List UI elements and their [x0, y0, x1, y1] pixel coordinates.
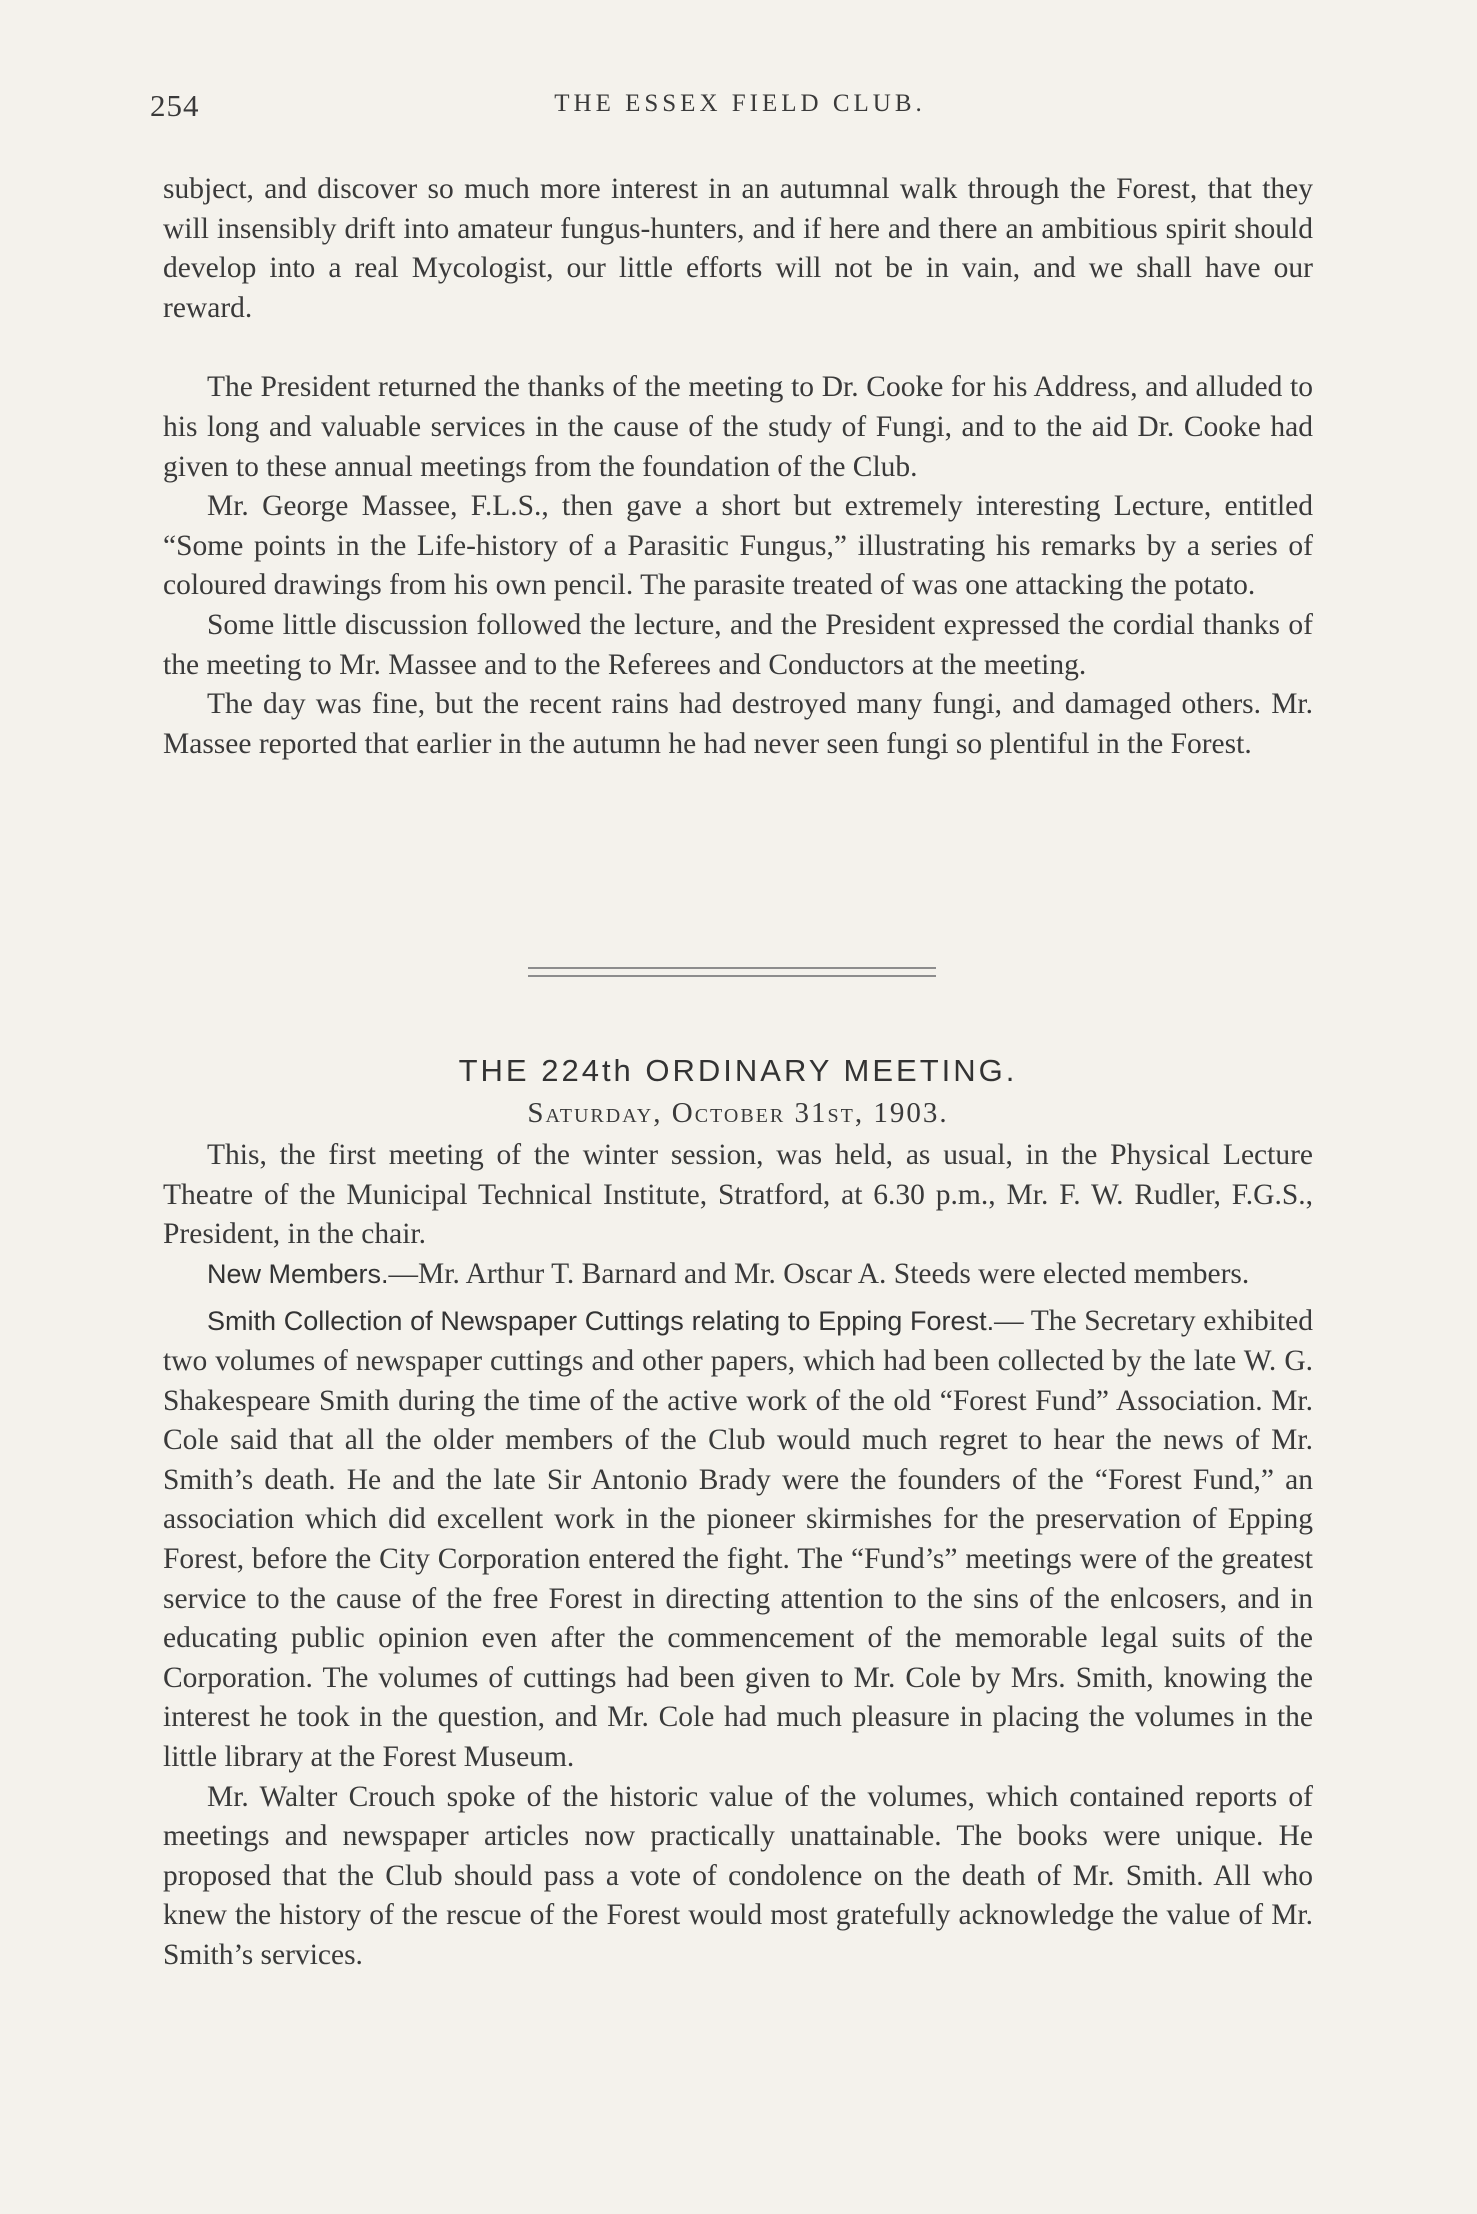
meeting-title: THE 224th ORDINARY MEETING.	[458, 1053, 1018, 1088]
meeting-section	[163, 1050, 1313, 1975]
paragraph	[163, 1255, 1313, 1295]
meeting-date: Saturday, October 31st, 1903.	[527, 1097, 949, 1129]
new-members-heading: New Members.	[207, 1258, 389, 1289]
paragraph: The President returned the thanks of the meeting to Dr. Cooke for his Address, and alluded to his long and valuable services in the cause of the study of Fungi, and to the aid Dr. Cooke had given to these annual meetings from the foundation of the Club.	[163, 371, 1313, 483]
running-head: THE ESSEX FIELD CLUB.	[554, 90, 926, 117]
paragraph: The day was fine, but the recent rains had destroyed many fungi, and damaged others. Mr. Massee reported that earlier in the autumn he had never seen fungi so plentiful in the Forest.	[163, 688, 1313, 760]
smith-collection-text: — The Secretary exhibited two volumes of newspaper cuttings and other papers, which had been collected by the late W. G. Shakespeare Smith during the time of the active work of the old “Forest Fund” Association. Mr. Cole said that all the older members of the Club would much regret to hear the news of Mr. Smith’s death. He and the late Sir Antonio Brady were the founders of the “Forest Fund,” an association which did excellent work in the pioneer skirmishes for the preservation of Epping Forest, before the City Corporation entered the fight. The “Fund’s” meetings were of the greatest service to the cause of the free Forest in directing attention to the sins of the enlcosers, and in educating public opinion even after the commencement of the memorable legal suits of the Corporation. The volumes of cuttings had been given to Mr. Cole by Mrs. Smith, knowing the interest he took in the question, and Mr. Cole had much pleasure in placing the volumes in the little library at the Forest Museum.	[163, 1305, 1314, 1773]
paragraph: subject, and discover so much more interest in an autumnal walk through the Forest, that they will insensibly drift into amateur fungus-hunters, and if here and there an ambitious spirit should develop into a real Mycologist, our little efforts will not be in vain, and we shall have our reward.	[163, 173, 1313, 324]
smith-collection-heading: Smith Collection of Newspaper Cuttings relating to Epping Forest.	[207, 1306, 995, 1337]
new-members-text: —Mr. Arthur T. Barnard and Mr. Oscar A. Steeds were elected members.	[388, 1257, 1250, 1290]
paragraph	[163, 1302, 1313, 1777]
paragraph: This, the first meeting of the winter session, was held, as usual, in the Physical Lecture Theatre of the Municipal Technical Institute, Stratford, at 6.30 p.m., Mr. F. W. Rudler, F.G.S., President, in the chair.	[163, 1139, 1313, 1251]
paragraph: Mr. Walter Crouch spoke of the historic value of the volumes, which contained reports of meetings and newspaper articles now practically unattainable. The books were unique. He proposed that the Club should pass a vote of condolence on the death of Mr. Smith. All who knew the history of the rescue of the Forest would most gratefully acknowledge the value of Mr. Smith’s services.	[163, 1780, 1313, 1971]
paragraph: Mr. George Massee, F.L.S., then gave a short but extremely interesting Lecture, entitled “Some points in the Life-history of a Parasitic Fungus,” illustrating his remarks by a series of coloured drawings from his own pencil. The parasite treated of was one attacking the potato.	[163, 490, 1313, 602]
page-header	[150, 88, 1330, 128]
continuation-text	[163, 170, 1313, 764]
page-number: 254	[150, 88, 200, 123]
section-divider	[528, 967, 936, 977]
paragraph: Some little discussion followed the lecture, and the President expressed the cordial thanks of the meeting to Mr. Massee and to the Referees and Conductors at the meeting.	[163, 608, 1313, 681]
